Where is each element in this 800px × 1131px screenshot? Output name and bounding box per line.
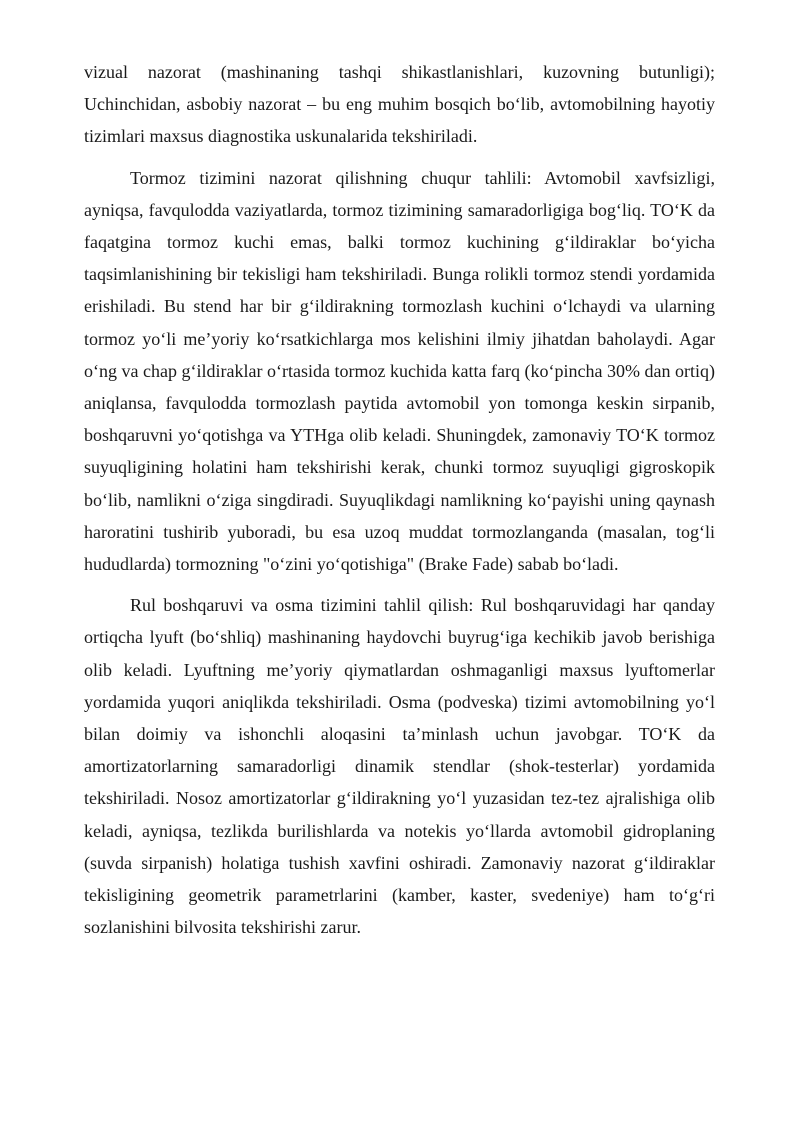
paragraph-steering-suspension: Rul boshqaruvi va osma tizimini tahlil qilish: Rul boshqaruvidagi har qanday ortiqcha lyuft (bo‘shliq) mashinaning haydovchi buyrug‘iga kechikib javob berishiga olib keladi. Lyuftning me’yoriy qiymatlardan oshmaganligi maxsus lyuftomerlar yordamida yuqori aniqlikda tekshiriladi. Osma (podveska) tizimi avtomobilning yo‘l bilan doimiy va ishonchli aloqasini ta’minlash uchun javobgar. TO‘K da amortizatorlarning samaradorligi dinamik stendlar (shok-testerlar) yordamida tekshiriladi. Nosoz amortizatorlar g‘ildirakning yo‘l yuzasidan tez-tez ajralishiga olib keladi, ayniqsa, tezlikda burilishlarda va notekis yo‘llarda avtomobil gidroplaning (suvda sirpanish) holatiga tushish xavfini oshiradi. Zamonaviy nazorat g‘ildiraklar tekisligining geometrik parametrlarini (kamber, kaster, svedeniye) ham to‘g‘ri sozlanishini bilvosita tekshirishi zarur. [84, 595, 715, 938]
document-page [84, 56, 715, 943]
paragraph-brake-system: Tormoz tizimini nazorat qilishning chuqur tahlili: Avtomobil xavfsizligi, ayniqsa, favqulodda vaziyatlarda, tormoz tizimining samaradorligiga bog‘liq. TO‘K da faqatgina tormoz kuchi emas, balki tormoz kuchining g‘ildiraklar bo‘yicha taqsimlanishining bir tekisligi ham tekshiriladi. Bunga rolikli tormoz stendi yordamida erishiladi. Bu stend har bir g‘ildirakning tormozlash kuchini o‘lchaydi va ularning tormoz yo‘li me’yoriy ko‘rsatkichlarga mos kelishini ilmiy jihatdan baholaydi. Agar o‘ng va chap g‘ildiraklar o‘rtasida tormoz kuchida katta farq (ko‘pincha 30% dan ortiq) aniqlansa, favqulodda tormozlash paytida avtomobil yon tomonga keskin sirpanib, boshqaruvni yo‘qotishga va YTHga olib keladi. Shuningdek, zamonaviy TO‘K tormoz suyuqligining holatini ham tekshirishi kerak, chunki tormoz suyuqligi gigroskopik bo‘lib, namlikni o‘ziga singdiradi. Suyuqlikdagi namlikning ko‘payishi uning qaynash haroratini tushirib yuboradi, bu esa uzoq muddat tormozlanganda (masalan, tog‘li hududlarda) tormozning "o‘zini yo‘qotishiga" (Brake Fade) sabab bo‘ladi. [84, 167, 715, 575]
paragraph-continuation: vizual nazorat (mashinaning tashqi shikastlanishlari, kuzovning butunligi); Uchinchidan, asbobiy nazorat – bu eng muhim bosqich bo‘lib, avtomobilning hayotiy tizimlari maxsus diagnostika uskunalarida tekshiriladi. [84, 62, 715, 147]
